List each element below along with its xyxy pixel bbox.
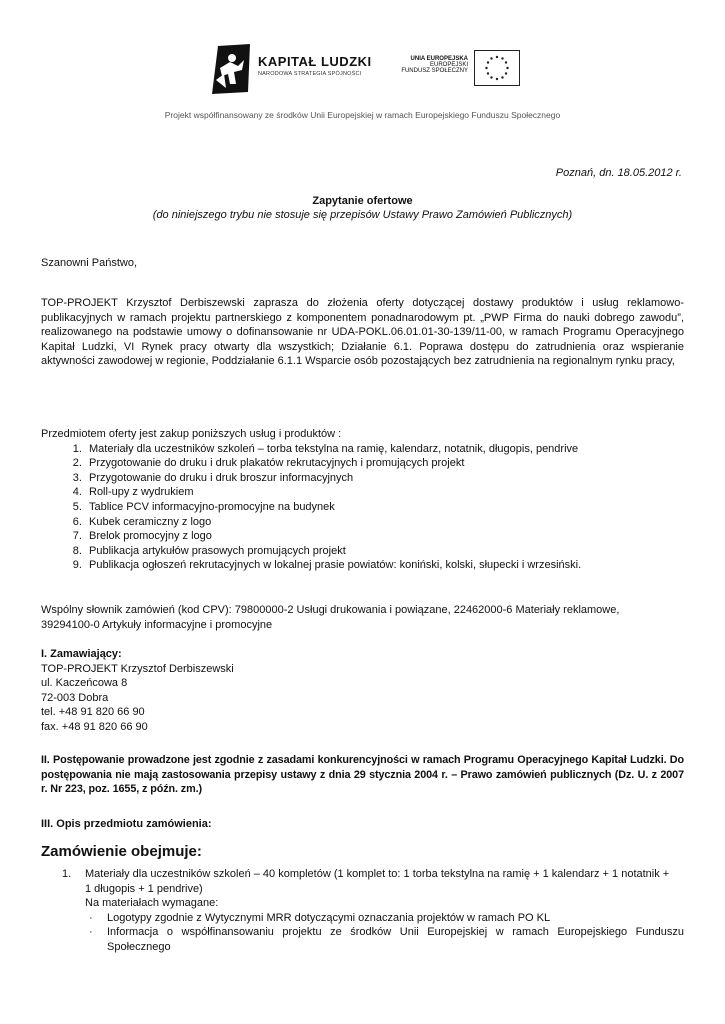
list-item: 8. Publikacja artykułów prasowych promujących projekt (85, 544, 684, 559)
order-list (41, 867, 684, 955)
list-item: 2. Przygotowanie do druku i druk plakatów rekrutacyjnych i promujących projekt (85, 456, 684, 471)
logo-bar (210, 44, 515, 96)
intro-line: aktywności zawodowej w regionie, Poddziałanie 6.1.1 Wsparcie osób pozostających bez zatrudnienia na regionalnym rynku pracy, (41, 355, 675, 368)
bullet-text: Informacja o współfinansowaniu projektu ze środków Unii Europejskiej w ramach Europejskiego Funduszu (107, 926, 684, 939)
cofinancing-note: Projekt współfinansowany ze środków Unii Europejskiej w ramach Europejskiego Funduszu Społecznego (164, 110, 561, 120)
order-heading: Zamówienie obejmuje: (41, 843, 202, 860)
eu-line3: FUNDUSZ SPOŁECZNY (401, 68, 468, 74)
eu-text (388, 56, 468, 74)
document-title: Zapytanie ofertowe (312, 195, 413, 207)
kapital-ludzki-text (258, 54, 372, 77)
section-procedure (41, 753, 684, 797)
eu-line2: EUROPEJSKI (429, 62, 468, 68)
cpv-codes (41, 603, 684, 632)
address-line: TOP-PROJEKT Krzysztof Derbiszewski (41, 662, 234, 675)
order-item-number: 1. (62, 868, 72, 880)
intro-line: realizowanego na podstawie umowy o dofinansowanie nr UDA-POKL.06.01.01-30-139/11-00, w ramach Programu Operacyjnego (41, 326, 684, 339)
address-line: tel. +48 91 820 66 90 (41, 706, 145, 719)
document-subtitle: (do niniejszego trybu nie stosuje się przepisów Ustawy Prawo Zamówień Publicznych) (152, 209, 573, 221)
procedure-line: r. Nr 223, poz. 1655, z późn. zm.) (41, 783, 202, 796)
section-contracting-authority (41, 647, 684, 735)
intro-line: Kapitał Ludzki, VI Rynek pracy otwarty dla wszystkich; Działanie 6.1. Poprawa dostępu do zatrudnienia oraz wspieranie (41, 340, 684, 353)
bullet-dot-icon: · (89, 911, 93, 924)
order-item-line: Materiały dla uczestników szkoleń – 40 kompletów (1 komplet to: 1 torba tekstylna na ramię + 1 kalendarz + 1 notatnik + (85, 868, 670, 880)
bullet-dot-icon: · (89, 926, 93, 939)
list-item: 5. Tablice PCV informacyjno-promocyjne na budynek (85, 500, 684, 515)
kapital-ludzki-title: KAPITAŁ LUDZKI (258, 54, 372, 69)
kapital-ludzki-logo-icon (210, 44, 252, 94)
address-line: fax. +48 91 820 66 90 (41, 720, 148, 733)
intro-line: TOP-PROJEKT Krzysztof Derbiszewski zaprasza do złożenia oferty dotyczącej dostawy produktów i usług reklamowo- (41, 297, 684, 309)
intro-line: publikacyjnych w ramach projektu partnerskiego z komponentem ponadnarodowym pt. „PWP Firma do nauki dobrego zawodu”, (41, 311, 684, 324)
requirement-bullet (85, 911, 684, 926)
subject-section (41, 427, 684, 573)
order-item-line: 1 długopis + 1 pendrive) (85, 882, 203, 895)
list-item: 6. Kubek ceramiczny z logo (85, 515, 684, 530)
list-item: 4. Roll-upy z wydrukiem (85, 485, 684, 500)
section-description-heading: III. Opis przedmiotu zamówienia: (41, 818, 212, 830)
list-item: 9. Publikacja ogłoszeń rekrutacyjnych w lokalnej prasie powiatów: koniński, kolski, słupecki i wrzesiński. (85, 558, 684, 573)
kapital-ludzki-subtitle: NARODOWA STRATEGIA SPÓJNOŚCI (258, 71, 362, 77)
address-line: ul. Kaczeńcowa 8 (41, 677, 128, 690)
bullet-text: Logotypy zgodnie z Wytycznymi MRR dotyczącymi oznaczania projektów w ramach PO KL (107, 911, 551, 924)
subject-list (41, 442, 684, 573)
procedure-line: II. Postępowanie prowadzone jest zgodnie z zasadami konkurencyjności w ramach Programu Operacyjnego Kapitał Ludzki. Do (41, 754, 684, 766)
bullet-text: Społecznego (107, 940, 171, 953)
intro-paragraph (41, 296, 684, 369)
section-heading: I. Zamawiający: (41, 648, 122, 660)
list-item: 3. Przygotowanie do druku i druk broszur informacyjnych (85, 471, 684, 486)
requirement-bullet (85, 925, 684, 954)
list-item: 7. Brelok promocyjny z logo (85, 529, 684, 544)
cpv-line: 39294100-0 Artykuły informacyjne i promocyjne (41, 618, 273, 631)
document-date: Poznań, dn. 18.05.2012 r. (555, 167, 682, 179)
procedure-line: postępowania nie mają zastosowania przepisy ustawy z dnia 29 stycznia 2004 r. – Prawo zamówień publicznych (Dz. U. z 2007 (41, 768, 684, 781)
order-item-body (85, 867, 684, 955)
address-line: 72-003 Dobra (41, 691, 109, 704)
eu-line1: UNIA EUROPEJSKA (410, 56, 468, 62)
order-item-line: Na materiałach wymagane: (85, 897, 219, 910)
title-block (0, 195, 725, 221)
eu-flag-icon (474, 50, 520, 86)
list-item: 1. Materiały dla uczestników szkoleń – torba tekstylna na ramię, kalendarz, notatnik, długopis, pendrive (85, 442, 684, 457)
greeting: Szanowni Państwo, (41, 257, 137, 269)
subject-intro: Przedmiotem oferty jest zakup poniższych usług i produktów : (41, 428, 342, 440)
cpv-line: Wspólny słownik zamówień (kod CPV): 79800000-2 Usługi drukowania i powiązane, 22462000-6 Materiały reklamowe, (41, 604, 620, 616)
